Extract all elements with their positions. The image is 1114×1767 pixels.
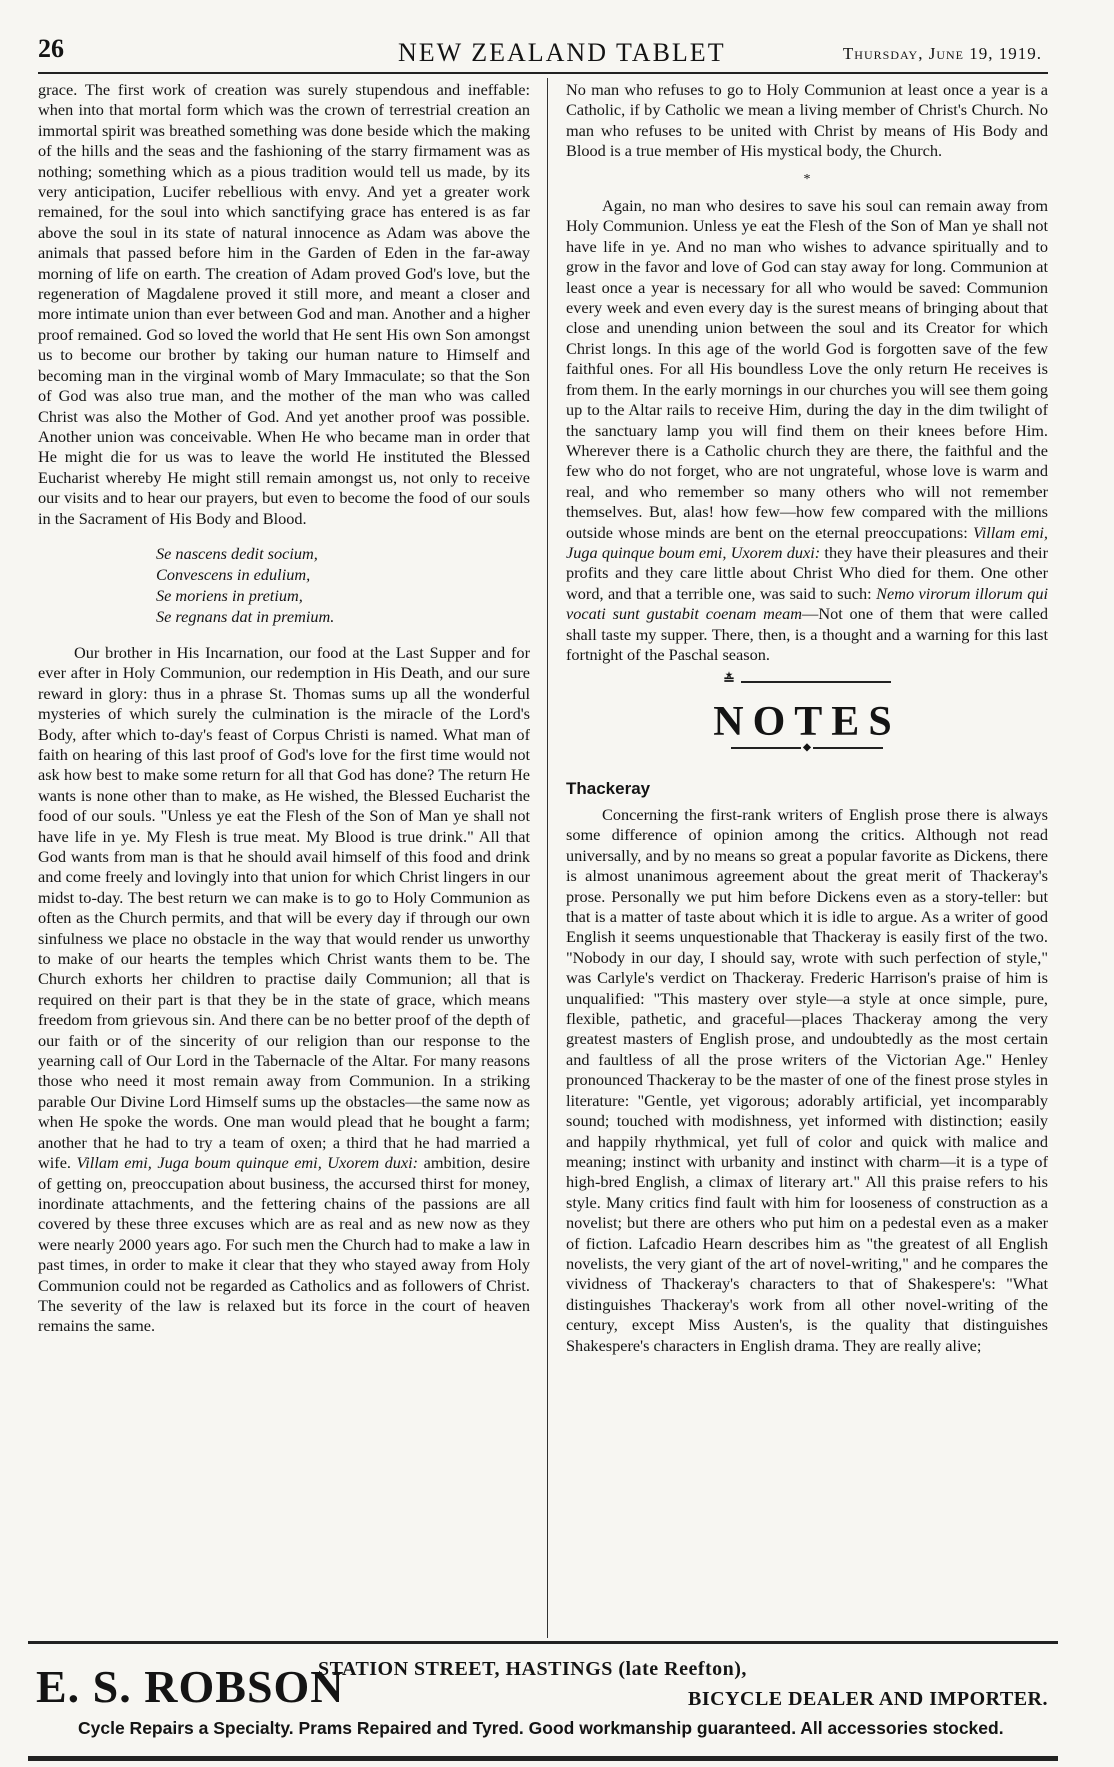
left-column	[38, 80, 530, 1635]
notes-heading: NOTES	[713, 698, 901, 745]
hymn-line: Se nascens dedit socium,	[156, 543, 318, 563]
page-header	[38, 28, 1048, 74]
section-divider: ≛	[566, 671, 1048, 691]
latin-quote: Villam emi, Juga boum quinque emi, Uxorem duxi:	[76, 1153, 419, 1173]
paragraph-text: Again, no man who desires to save his soul can remain away from Holy Communion. Unless ye eat the Flesh of the Son of Man ye shall not have life in ye. And no man who wishes to advance spiritually and to grow in the favor and love of God can stay away for long. Communion at least once a year is necessary for all who would be saved: Communion every week and even every day is the surest means of bringing about that close and unending union between the soul and its Creator for which Christ longs. In this age of the world God is forgotten save of the few faithful ones. For all His boundless Love the only return He receives is from them. In the early mornings in our churches you will see them going up to the Altar rails to receive Him, during the day in the dim twilight of the sanctuary lamp you will find them on their knees before Him. Wherever there is a Catholic church they are there, the faithful and the few who do not forget, who are not ungrateful, whose love is warm and real, and who remember so many others who will not remember themselves. But, alas! how few—how few compared with the millions outside whose minds are bent on the eternal preoccupations:	[566, 196, 1048, 542]
ad-business-name: E. S. ROBSON	[36, 1661, 345, 1712]
article-paragraph	[566, 196, 1048, 665]
paragraph-text: —Not one of them that were called shall taste my supper. There, then, is a thought and a warning for this last fortnight of the Paschal season.	[566, 604, 1048, 664]
advertisement	[28, 1641, 1058, 1761]
latin-quote: Nemo virorum illorum qui vocati sunt gustabit coenam meam	[566, 583, 1048, 624]
latin-hymn	[156, 543, 530, 627]
paragraph-text: they have their pleasures and their profits and they care little about Christ Who died for them. One other word, and that a terrible one, was said to such:	[566, 542, 1048, 603]
notes-paragraph: Concerning the first-rank writers of English prose there is always some difference of opinion among the critics. Although not read universally, and by no means so great a popular favorite as Dickens, there is almost unanimous agreement about the great merit of Thackeray's prose. Personally we put him before Dickens even as a story-teller: but that is a matter of taste about which it is idle to argue. As a writer of good English it seems unquestionable that Thackeray is easily first of the two. "Nobody in our day, I should say, wrote with such perfection of style," was Carlyle's verdict on Thackeray. Frederic Harrison's praise of him is unqualified: "This mastery over style—a style at once simple, pure, flexible, pathetic, and graceful—places Thackeray among the very greatest masters of English prose, and undoubtedly as the most certain and faultless of all the prose writers of the Victorian Age." Henley pronounced Thackeray to be the master of one of the finest prose styles in literature: "Gentle, yet vigorous; adorably artificial, yet incomparably sound; touched with modishness, yet informed with distinction; easily and happily rhythmical, yet full of color and quick with malice and meaning; instinct with urbanity and instinct with charm—it is a type of high-bred English, a climax of literary art." All this praise refers to his style. Many critics find fault with him for looseness of construction as a novelist; but there are others who put him on a pedestal even as a maker of fiction. Lafcadio Hearn describes him as "the greatest of all English novelists, the very giant of the art of novel-writing," and he compares the vividness of Thackeray's characters to that of Shakespere's: "What distinguishes Thackeray's work from all other novel-writing of the century, except Miss Austen's, is the quality that distinguishes Shakespere's characters in English drama. They are really alive;	[566, 805, 1048, 1355]
latin-quote: Villam emi, Juga quinque boum emi, Uxorem duxi:	[566, 522, 1048, 562]
issue-date: Thursday, June 19, 1919.	[842, 44, 1042, 63]
publication-title: NEW ZEALAND TABLET	[398, 38, 726, 67]
notes-rule: ◆	[566, 738, 1048, 758]
ad-address: STATION STREET, HASTINGS (late Reefton),	[318, 1658, 747, 1680]
right-column	[566, 80, 1048, 1635]
ad-trade: BICYCLE DEALER AND IMPORTER.	[687, 1688, 1048, 1710]
article-paragraph: grace. The first work of creation was surely stupendous and ineffable: when into that mortal form which was the crown of terrestrial creation an immortal spirit was breathed something was done beside which the making of the hills and the seas and the fashioning of the starry firmament was as nothing; something which as a pious tradition would tell us made, by its very anticipation, Lucifer rebellious with envy. And yet a greater work remained, for the soul into which sanctifying grace has entered is as far above the soul in its state of natural innocence as Adam was above the animals that passed before him in the Garden of Eden in the far-away morning of life on earth. The creation of Adam proved God's love, but the regeneration of Magdalene proved it still more, and meant a closer and more intimate union than ever between God and man. Another and a higher proof remained. God so loved the world that He sent His own Son amongst us to become our brother by taking our human nature to Himself and becoming man in the virginal womb of Mary Immaculate; so that the Son of God was also true man, and the mother of the man who was called Christ was also the Mother of God. And yet another proof was possible. Another union was conceivable. When He who became man in order that He might die for us was to leave the world He instituted the Blessed Eucharist whereby He might still remain amongst us, not only to receive our visits and to hear our prayers, but even to become the food of our souls in the Sacrament of His Body and Blood.	[38, 80, 530, 528]
paragraph-text: ambition, desire of getting on, preoccupation about business, the accursed thirst for money, inordinate attachments, and the fettering chains of the passions are all covered by these three excuses which are as real and as new now as they were nearly 2000 years ago. For such men the Church had to make a law in past times, in order to make it clear that they who stayed away from Holy Communion could not be regarded as Catholics and as followers of Christ. The severity of the law is relaxed but its force in the court of heaven remains the same.	[38, 1153, 530, 1336]
hymn-line: Se moriens in pretium,	[156, 585, 303, 605]
paragraph-text: Our brother in His Incarnation, our food at the Last Supper and for ever after in Holy Communion, our redemption in His Death, and our sure reward in glory: thus in a phrase St. Thomas sums up all the wonderful mysteries of which surely the culmination is the miracle of the Lord's Body, after which to-day's feast of Corpus Christi is named. What man of faith on hearing of this last proof of God's love for the first time would not ask how best to make some return for all that God has done? The return He wants is none other than to make, as He wished, the Blessed Eucharist the food of our souls. "Unless ye eat the Flesh of the Son of Man ye shall not have life in ye. My Flesh is true meat. My Blood is true drink." All that God wants from man is that he should avail himself of this food and drink and come freely and lovingly into that union for which Christ lingers in our midst to-day. The best return we can make is to go to Holy Communion as often as the Church permits, and that will be every day if through our own sinfulness we place no obstacle in the way that would render us unworthy to make of our hearts the temples which Christ wants them to be. The Church exhorts her children to practise daily Communion; all that is required on their part is that they be in the state of grace, which means freedom from grievous sin. And there can be no better proof of the depth of our faith or of the sincerity of our religion than our response to the yearning call of Our Lord in the Tabernacle of the Altar. For many reasons those who need it most remain away from Communion. In a striking parable Our Divine Lord Himself sums up the obstacles—the same now as when He spoke the words. One man would plead that he bought a farm; another that he had to try a team of oxen; a third that he had married a wife.	[38, 642, 530, 1173]
hymn-line: Se regnans dat in premium.	[156, 606, 335, 626]
column-divider	[547, 78, 548, 1638]
hymn-line: Convescens in edulium,	[156, 564, 311, 584]
notes-subhead: Thackeray	[566, 778, 651, 798]
article-paragraph: No man who refuses to go to Holy Communion at least once a year is a Catholic, if by Catholic we mean a living member of Christ's Church. No man who refuses to be united with Christ by means of His Body and Blood is a true member of His mystical body, the Church.	[566, 80, 1048, 161]
section-star: *	[803, 171, 811, 187]
page-number: 26	[38, 34, 64, 63]
article-paragraph	[38, 643, 530, 1337]
ad-services: Cycle Repairs a Specialty. Prams Repaired and Tyred. Good workmanship guaranteed. All accessories stocked.	[78, 1718, 1004, 1738]
